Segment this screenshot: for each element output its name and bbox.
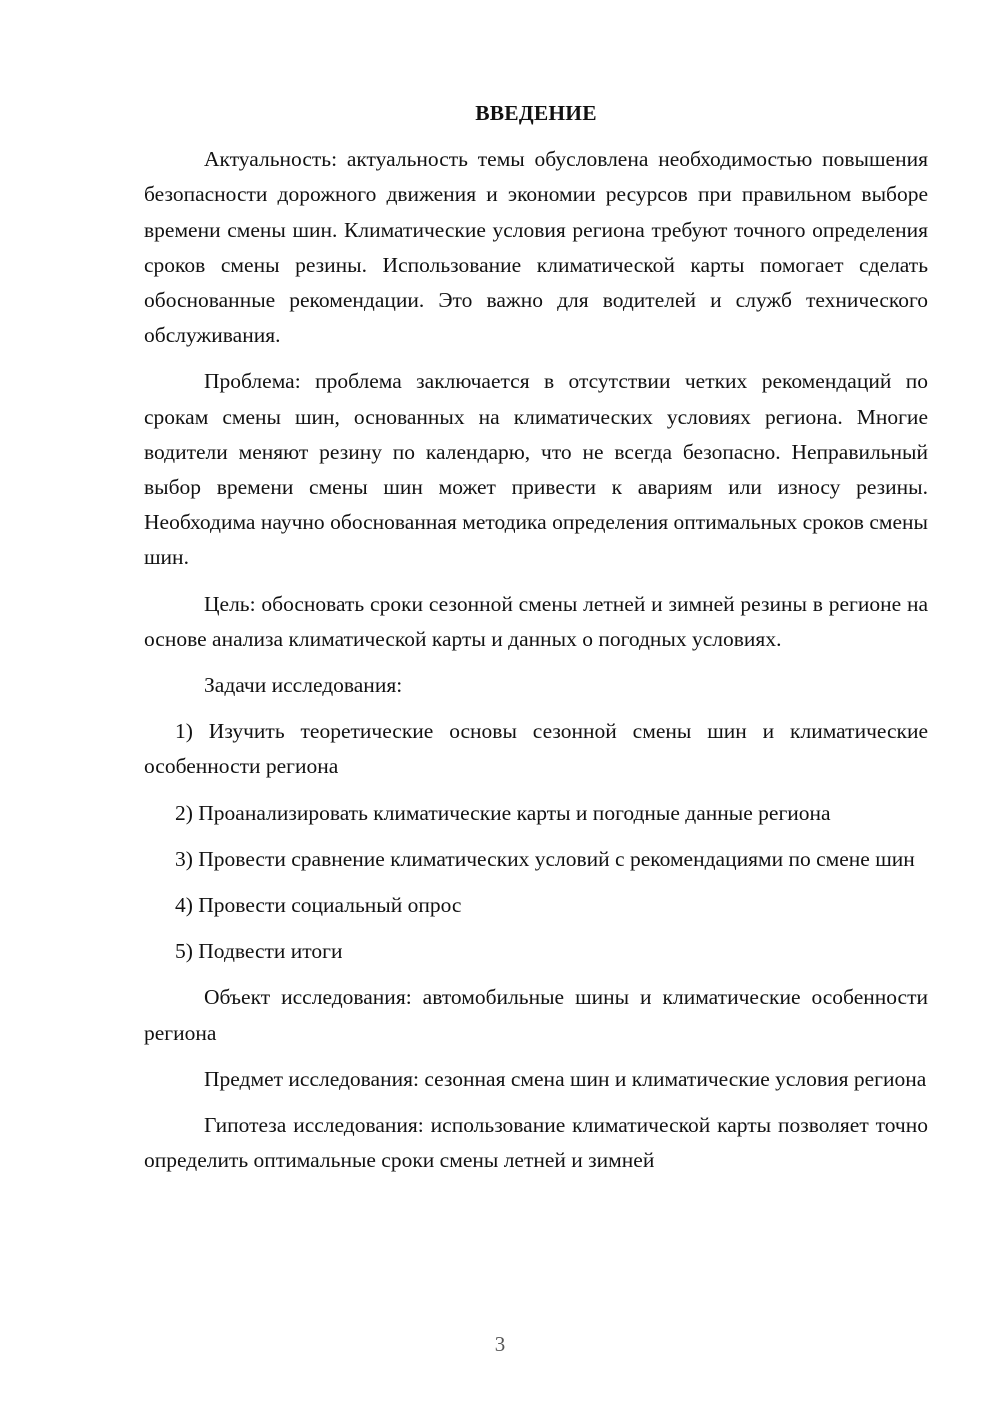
relevance-paragraph: Актуальность: актуальность темы обусловлена необходимостью повышения безопасности дорожного движения и экономии ресурсов при правильном выборе времени смены шин. Климатические условия региона требуют точного определения сроков смены резины. Использование климатической карты помогает сделать обоснованные рекомендации. Это важно для водителей и служб технического обслуживания. xyxy=(144,147,928,348)
hypothesis-paragraph: Гипотеза исследования: использование климатической карты позволяет точно определить оптимальные сроки смены летней и зимней xyxy=(144,1113,928,1173)
task-item-4: 4) Провести социальный опрос xyxy=(175,893,462,918)
document-page xyxy=(144,96,928,1189)
task-item-1: 1) Изучить теоретические основы сезонной смены шин и климатические особенности региона xyxy=(144,719,928,779)
subject-paragraph: Предмет исследования: сезонная смена шин и климатические условия региона xyxy=(204,1066,927,1091)
task-item-5: 5) Подвести итоги xyxy=(175,939,343,964)
tasks-heading: Задачи исследования: xyxy=(204,673,403,698)
problem-paragraph: Проблема: проблема заключается в отсутствии четких рекомендаций по срокам смены шин, основанных на климатических условиях региона. Многие водители меняют резину по календарю, что не всегда безопасно. Неправильный выбор времени смены шин может привести к авариям или износу резины. Необходима научно обоснованная методика определения оптимальных сроков смены шин. xyxy=(144,369,928,570)
page-number: 3 xyxy=(494,1332,506,1356)
object-paragraph: Объект исследования: автомобильные шины и климатические особенности региона xyxy=(144,985,928,1045)
task-item-3: 3) Провести сравнение климатических условий с рекомендациями по смене шин xyxy=(175,846,915,871)
goal-paragraph: Цель: обосновать сроки сезонной смены летней и зимней резины в регионе на основе анализа климатической карты и данных о погодных условиях. xyxy=(144,591,928,651)
section-title: ВВЕДЕНИЕ xyxy=(475,101,597,125)
task-item-2: 2) Проанализировать климатические карты и погодные данные региона xyxy=(175,800,831,825)
